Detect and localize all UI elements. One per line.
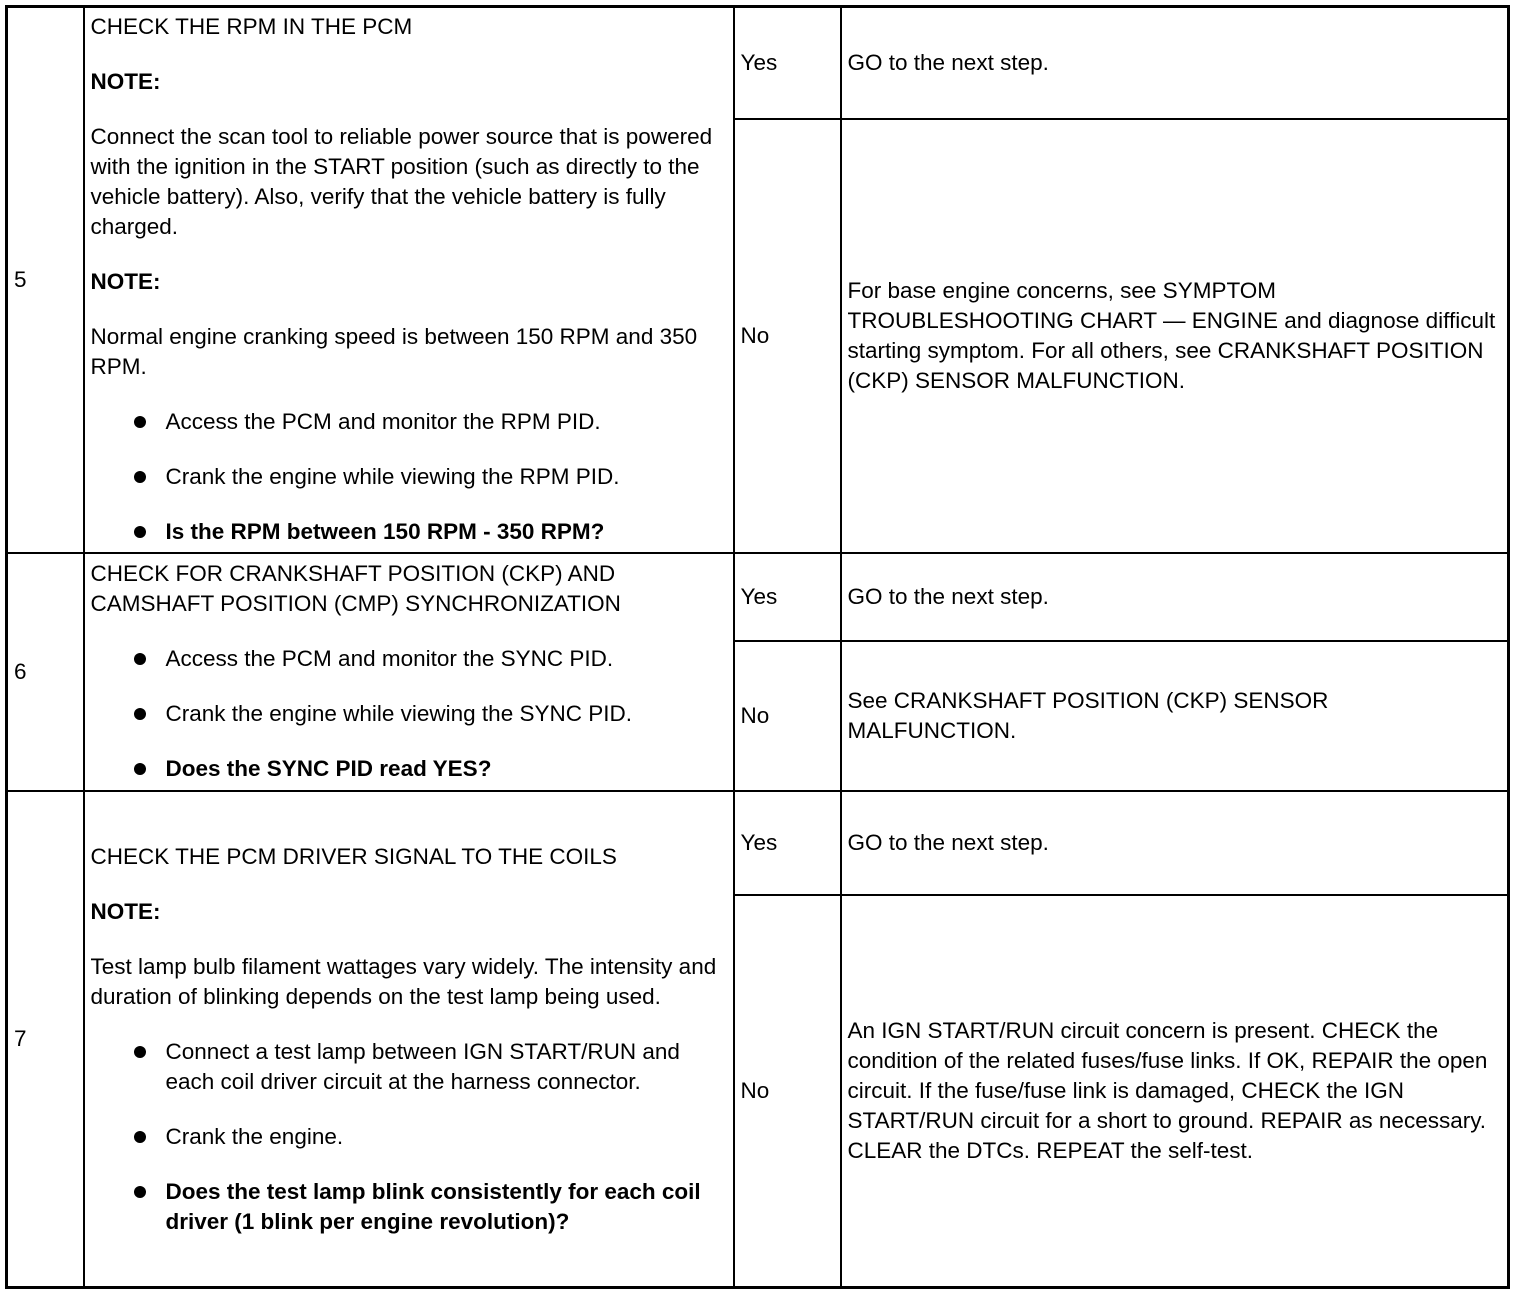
question-item: Does the SYNC PID read YES?: [166, 754, 725, 784]
bullet-icon: [134, 1131, 146, 1143]
list-item: Crank the engine while viewing the SYNC PID.: [166, 699, 725, 729]
note-label: NOTE:: [90, 898, 161, 924]
note-text: Test lamp bulb filament wattages vary widely. The intensity and duration of blinking depends on the test lamp being used.: [90, 953, 717, 1009]
step-7-yes-row: [7, 791, 1509, 895]
yes-label: Yes: [734, 553, 841, 641]
step-number: 5: [7, 7, 84, 553]
list-item: Crank the engine while viewing the RPM PID.: [166, 462, 725, 492]
step-title: CHECK THE RPM IN THE PCM: [90, 14, 413, 40]
bullet-icon: [134, 471, 146, 483]
note-label: NOTE:: [90, 69, 161, 95]
action-list: [91, 407, 725, 547]
no-result: For base engine concerns, see SYMPTOM TROUBLESHOOTING CHART — ENGINE and diagnose difficult starting symptom. For all others, see CRANKSHAFT POSITION (CKP) SENSOR MALFUNCTION.: [841, 119, 1509, 553]
step-action: [84, 791, 734, 1287]
list-item: Access the PCM and monitor the SYNC PID.: [166, 644, 725, 674]
bullet-icon: [134, 526, 146, 538]
note-text: Normal engine cranking speed is between 150 RPM and 350 RPM.: [90, 324, 698, 380]
bullet-icon: [134, 763, 146, 775]
bullet-icon: [134, 708, 146, 720]
yes-result: GO to the next step.: [841, 7, 1509, 119]
no-label: No: [734, 641, 841, 791]
step-number: 7: [7, 791, 84, 1287]
no-label: No: [734, 119, 841, 553]
yes-label: Yes: [734, 7, 841, 119]
bullet-icon: [134, 416, 146, 428]
no-result: An IGN START/RUN circuit concern is present. CHECK the condition of the related fuses/fuse links. If OK, REPAIR the open circuit. If the fuse/fuse link is damaged, CHECK the IGN START/RUN circuit for a short to ground. REPAIR as necessary. CLEAR the DTCs. REPEAT the self-test.: [841, 895, 1509, 1287]
no-result: See CRANKSHAFT POSITION (CKP) SENSOR MALFUNCTION.: [841, 641, 1509, 791]
bullet-icon: [134, 653, 146, 665]
step-title: CHECK FOR CRANKSHAFT POSITION (CKP) AND CAMSHAFT POSITION (CMP) SYNCHRONIZATION: [90, 561, 621, 617]
action-list: [91, 1037, 725, 1237]
list-item: Connect a test lamp between IGN START/RUN and each coil driver circuit at the harness connector.: [166, 1037, 725, 1097]
bullet-icon: [134, 1186, 146, 1198]
step-6-yes-row: [7, 553, 1509, 641]
step-number: 6: [7, 553, 84, 791]
yes-result: GO to the next step.: [841, 553, 1509, 641]
no-label: No: [734, 895, 841, 1287]
action-list: [91, 644, 725, 784]
bullet-icon: [134, 1046, 146, 1058]
step-action: [84, 7, 734, 553]
note-text: Connect the scan tool to reliable power source that is powered with the ignition in the START position (such as directly to the vehicle battery). Also, verify that the vehicle battery is fully charged.: [90, 124, 713, 240]
question-item: Is the RPM between 150 RPM - 350 RPM?: [166, 517, 725, 547]
step-5-yes-row: [7, 7, 1509, 119]
list-item: Crank the engine.: [166, 1122, 725, 1152]
yes-result: GO to the next step.: [841, 791, 1509, 895]
note-label: NOTE:: [90, 269, 161, 295]
step-action: [84, 553, 734, 791]
list-item: Access the PCM and monitor the RPM PID.: [166, 407, 725, 437]
step-title: CHECK THE PCM DRIVER SIGNAL TO THE COILS: [90, 843, 617, 869]
question-item: Does the test lamp blink consistently for each coil driver (1 blink per engine revolution)?: [166, 1177, 725, 1237]
yes-label: Yes: [734, 791, 841, 895]
diagnostic-table: [5, 5, 1510, 1289]
